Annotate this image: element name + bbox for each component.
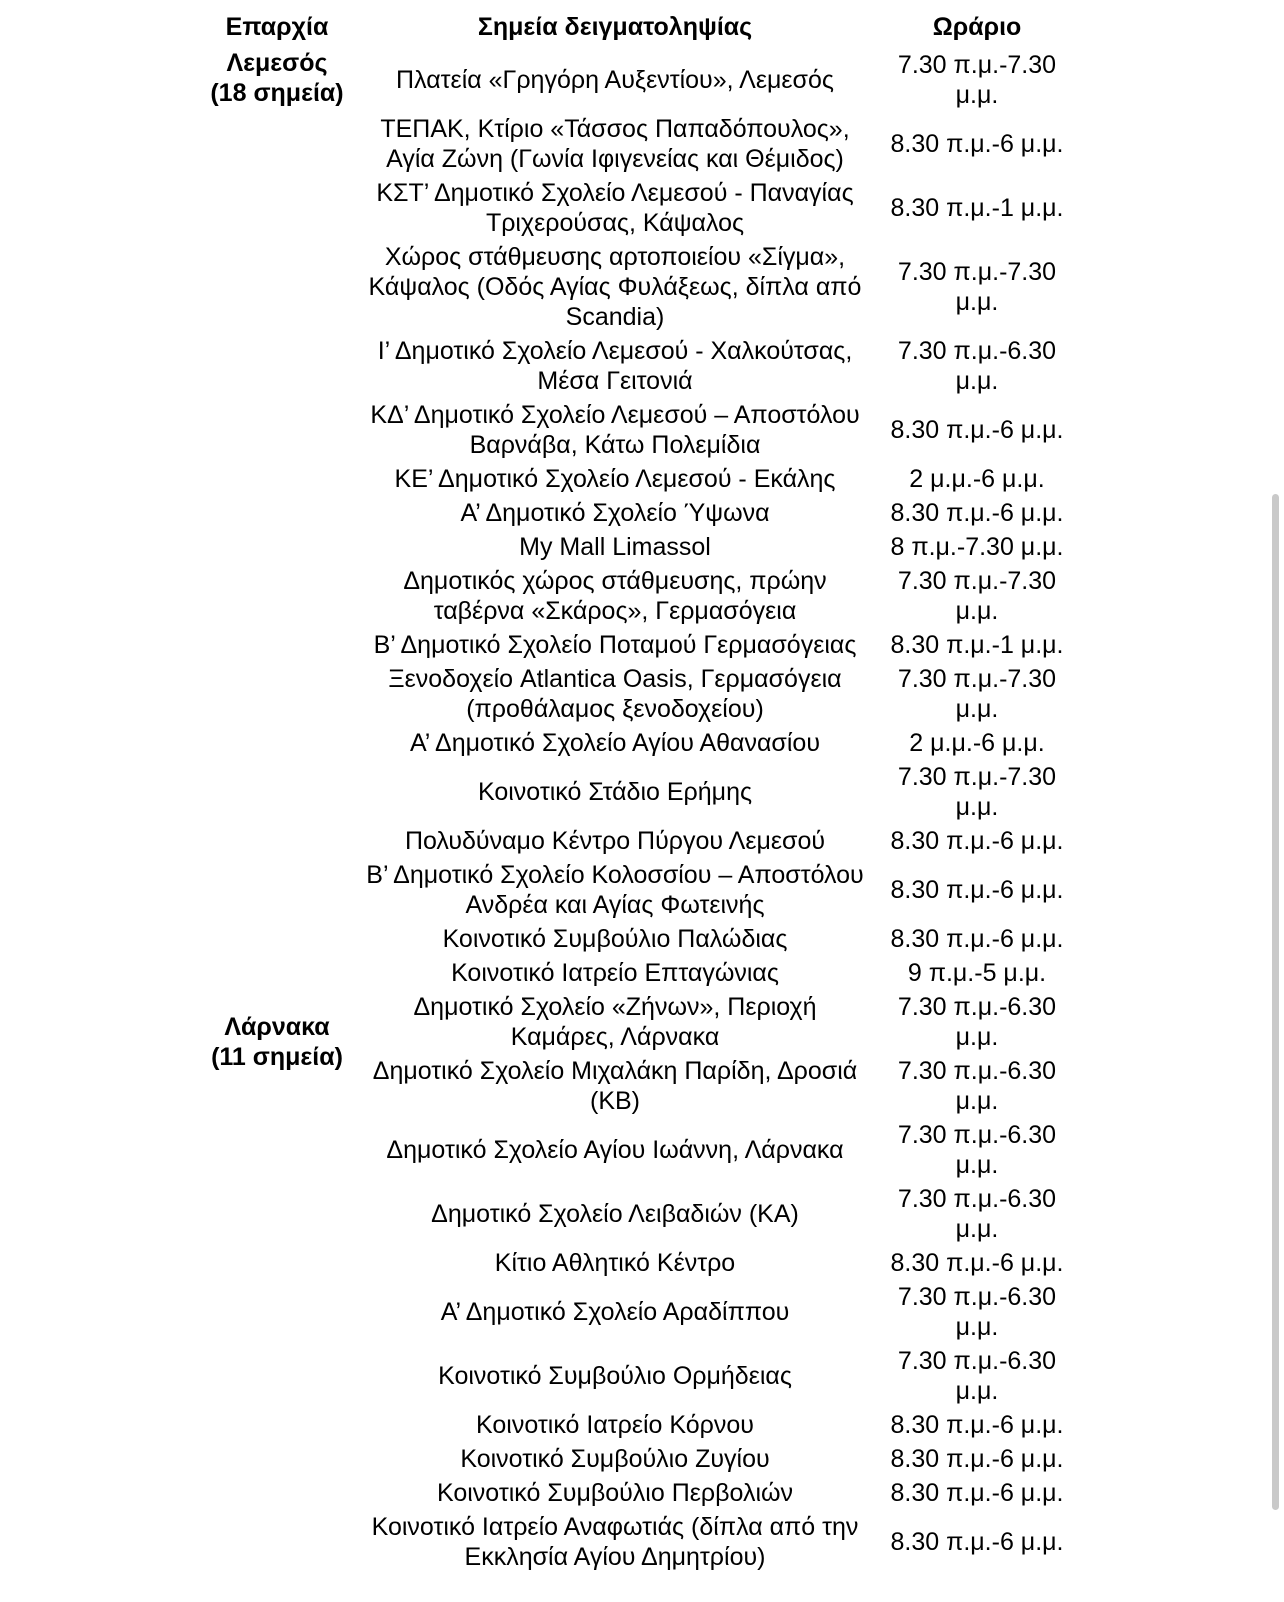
opening-hours: 8.30 π.μ.-6 μ.μ. [890, 1479, 1064, 1507]
opening-hours: 2 μ.μ.-6 μ.μ. [909, 465, 1045, 493]
sampling-point: Κίτιο Αθλητικό Κέντρο [494, 1249, 736, 1277]
sampling-point: Χώρος στάθμευσης αρτοποιείου «Σίγμα», Κάψαλος (Οδός Αγίας Φυλάξεως, δίπλα από Scandia) [368, 243, 862, 331]
table-row [0, 956, 1284, 990]
sampling-point: Δημοτικός χώρος στάθμευσης, πρώην ταβέρνα «Σκάρος», Γερμασόγεια [403, 567, 827, 625]
sampling-point: Δημοτικό Σχολείο Μιχαλάκη Παρίδη, Δροσιά (ΚΒ) [372, 1057, 858, 1115]
opening-hours: 7.30 π.μ.-7.30 μ.μ. [897, 567, 1057, 625]
sampling-point: ΤΕΠΑΚ, Κτίριο «Τάσσος Παπαδόπουλος», Αγία Ζώνη (Γωνία Ιφιγενείας και Θέμιδος) [380, 115, 850, 173]
region-name: Λάρνακα [224, 1013, 330, 1041]
table-row [0, 240, 1284, 334]
opening-hours: 8.30 π.μ.-1 μ.μ. [890, 631, 1064, 659]
sampling-point: Κοινοτικό Συμβούλιο Ορμήδειας [438, 1362, 792, 1390]
table-row [0, 1476, 1284, 1510]
table-row [0, 398, 1284, 462]
opening-hours: 7.30 π.μ.-6.30 μ.μ. [897, 1185, 1057, 1243]
sampling-point: Κοινοτικό Συμβούλιο Περβολιών [436, 1479, 794, 1507]
opening-hours: 7.30 π.μ.-7.30 μ.μ. [897, 258, 1057, 316]
opening-hours: 7.30 π.μ.-7.30 μ.μ. [897, 763, 1057, 821]
sampling-point: Β’ Δημοτικό Σχολείο Ποταμού Γερμασόγειας [373, 631, 857, 659]
table-row [0, 176, 1284, 240]
table-row [0, 496, 1284, 530]
header-hours: Ωράριο [932, 13, 1022, 41]
opening-hours: 8.30 π.μ.-6 μ.μ. [890, 1445, 1064, 1473]
opening-hours: 7.30 π.μ.-6.30 μ.μ. [897, 337, 1057, 395]
table-row [0, 1054, 1284, 1118]
opening-hours: 7.30 π.μ.-6.30 μ.μ. [897, 1121, 1057, 1179]
opening-hours: 8.30 π.μ.-6 μ.μ. [890, 499, 1064, 527]
sampling-point: Πολυδύναμο Κέντρο Πύργου Λεμεσού [404, 827, 826, 855]
opening-hours: 7.30 π.μ.-6.30 μ.μ. [897, 1057, 1057, 1115]
table-row [0, 760, 1284, 824]
table-row [0, 922, 1284, 956]
opening-hours: 8.30 π.μ.-6 μ.μ. [890, 416, 1064, 444]
table-row [0, 48, 1284, 112]
table-row [0, 628, 1284, 662]
table-row [0, 564, 1284, 628]
sampling-point: Κοινοτικό Ιατρείο Αναφωτιάς (δίπλα από την Εκκλησία Αγίου Δημητρίου) [371, 1513, 859, 1571]
sampling-point: Κοινοτικό Ιατρείο Επταγώνιας [451, 959, 779, 987]
sampling-point: Δημοτικό Σχολείο Λειβαδιών (ΚΑ) [431, 1200, 799, 1228]
table-row [0, 1510, 1284, 1574]
region-count: (11 σημεία) [211, 1043, 343, 1071]
table-row [0, 112, 1284, 176]
table-row [0, 1246, 1284, 1280]
sampling-point: ΚΣΤ’ Δημοτικό Σχολείο Λεμεσού - Παναγίας Τριχερούσας, Κάψαλος [376, 179, 854, 237]
table-row [0, 662, 1284, 726]
opening-hours: 8.30 π.μ.-6 μ.μ. [890, 925, 1064, 953]
sampling-point: My Mall Limassol [519, 533, 711, 561]
opening-hours: 8 π.μ.-7.30 μ.μ. [890, 533, 1064, 561]
sampling-point: Κοινοτικό Συμβούλιο Παλώδιας [442, 925, 788, 953]
sampling-point: Δημοτικό Σχολείο Αγίου Ιωάννη, Λάρνακα [386, 1136, 844, 1164]
opening-hours: 7.30 π.μ.-7.30 μ.μ. [897, 51, 1057, 109]
sampling-point: Ξενοδοχείο Atlantica Oasis, Γερμασόγεια (προθάλαμος ξενοδοχείου) [388, 665, 842, 723]
table-row [0, 462, 1284, 496]
table-row [0, 1408, 1284, 1442]
opening-hours: 8.30 π.μ.-1 μ.μ. [890, 194, 1064, 222]
table-row [0, 726, 1284, 760]
header-sampling-points: Σημεία δειγματοληψίας [477, 13, 753, 41]
sampling-point: Α’ Δημοτικό Σχολείο Αγίου Αθανασίου [409, 729, 820, 757]
opening-hours: 7.30 π.μ.-6.30 μ.μ. [897, 1347, 1057, 1405]
opening-hours: 8.30 π.μ.-6 μ.μ. [890, 1528, 1064, 1556]
table-row [0, 1344, 1284, 1408]
opening-hours: 8.30 π.μ.-6 μ.μ. [890, 1249, 1064, 1277]
table-row [0, 1182, 1284, 1246]
opening-hours: 7.30 π.μ.-7.30 μ.μ. [897, 665, 1057, 723]
opening-hours: 8.30 π.μ.-6 μ.μ. [890, 130, 1064, 158]
table-row [0, 1442, 1284, 1476]
sampling-point: Πλατεία «Γρηγόρη Αυξεντίου», Λεμεσός [396, 66, 834, 94]
opening-hours: 7.30 π.μ.-6.30 μ.μ. [897, 1283, 1057, 1341]
table-row [0, 334, 1284, 398]
opening-hours: 8.30 π.μ.-6 μ.μ. [890, 827, 1064, 855]
table-row [0, 858, 1284, 922]
sampling-point: Κοινοτικό Στάδιο Ερήμης [477, 778, 753, 806]
opening-hours: 7.30 π.μ.-6.30 μ.μ. [897, 993, 1057, 1051]
sampling-point: ΚΔ’ Δημοτικό Σχολείο Λεμεσού – Αποστόλου Βαρνάβα, Κάτω Πολεμίδια [370, 401, 860, 459]
opening-hours: 8.30 π.μ.-6 μ.μ. [890, 876, 1064, 904]
table-row [0, 824, 1284, 858]
sampling-point: ΚΕ’ Δημοτικό Σχολείο Λεμεσού - Εκάλης [394, 465, 836, 493]
sampling-point: Κοινοτικό Ιατρείο Κόρνου [476, 1411, 754, 1439]
sampling-point: Δημοτικό Σχολείο «Ζήνων», Περιοχή Καμάρες, Λάρνακα [413, 993, 817, 1051]
sampling-point: Ι’ Δημοτικό Σχολείο Λεμεσού - Χαλκούτσας, Μέσα Γειτονιά [377, 337, 853, 395]
table-row [0, 990, 1284, 1054]
header-region: Επαρχία [225, 13, 329, 41]
scrollbar-thumb[interactable] [1272, 494, 1279, 1510]
sampling-point: Κοινοτικό Συμβούλιο Ζυγίου [460, 1445, 770, 1473]
opening-hours: 9 π.μ.-5 μ.μ. [907, 959, 1047, 987]
table-row [0, 1280, 1284, 1344]
opening-hours: 2 μ.μ.-6 μ.μ. [909, 729, 1045, 757]
table-row [0, 1118, 1284, 1182]
region-name: Λεμεσός [226, 49, 328, 77]
region-count: (18 σημεία) [210, 79, 344, 107]
table-row [0, 530, 1284, 564]
sampling-point: Β’ Δημοτικό Σχολείο Κολοσσίου – Αποστόλου Ανδρέα και Αγίας Φωτεινής [366, 861, 864, 919]
opening-hours: 8.30 π.μ.-6 μ.μ. [890, 1411, 1064, 1439]
sampling-point: Α’ Δημοτικό Σχολείο Αραδίππου [440, 1298, 790, 1326]
sampling-point: Α’ Δημοτικό Σχολείο Ύψωνα [460, 499, 770, 527]
